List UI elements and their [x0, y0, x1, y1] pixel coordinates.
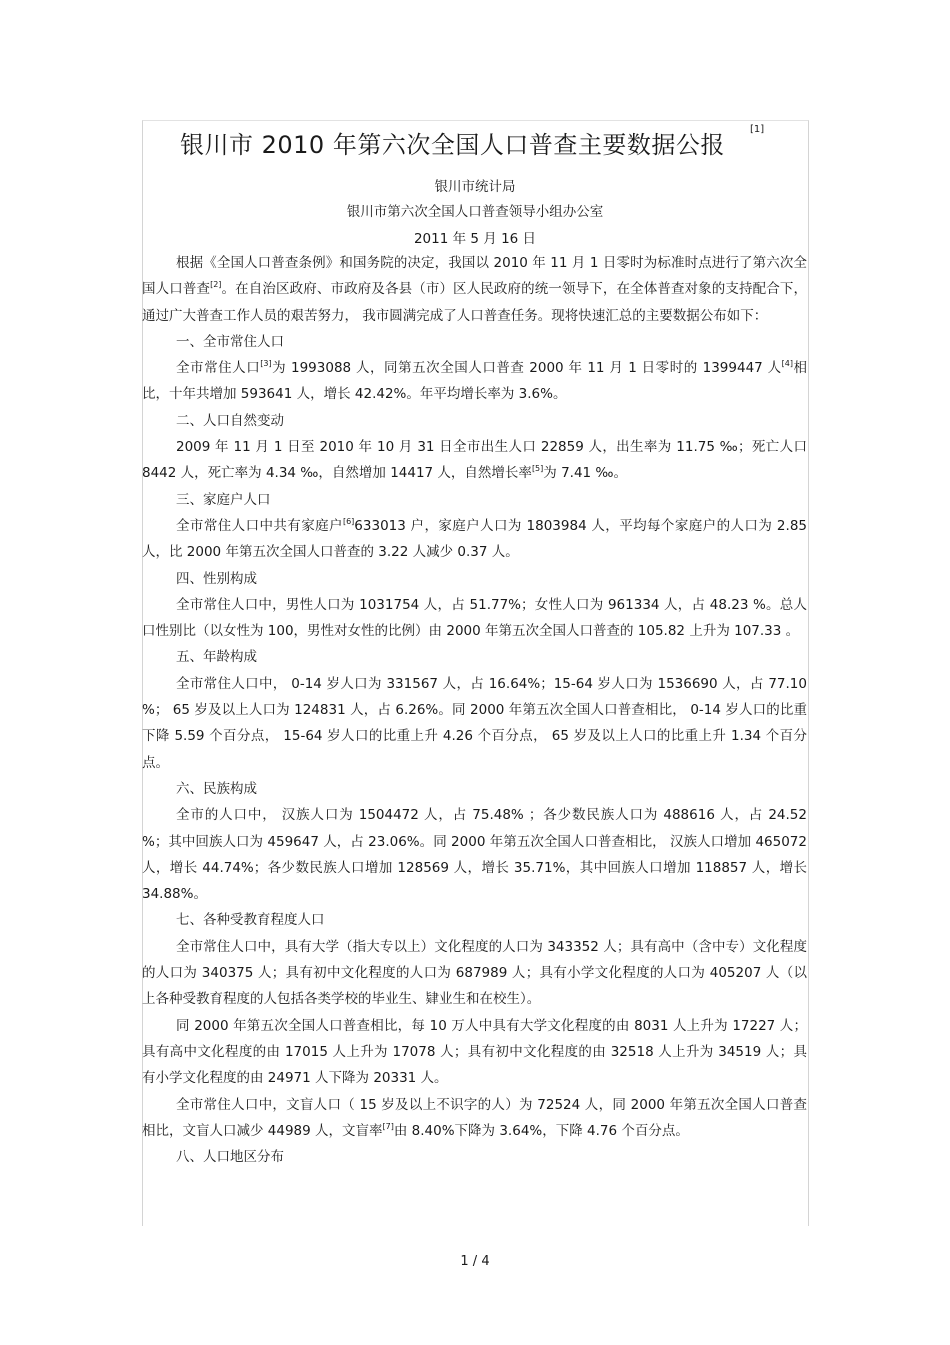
paragraph: 全市常住人口中，男性人口为 1031754 人，占 51.77%；女性人口为 961334 人，占 48.23 %。总人口性别比（以女性为 100，男性对女性的比例）由 2000 年第五次全国人口普查的 105.82 上升为 107.33 。 — [142, 596, 807, 640]
issuer-census-office: 银川市第六次全国人口普查领导小组办公室 — [346, 204, 604, 220]
section-heading: 六、民族构成 — [176, 780, 257, 797]
section-heading: 八、人口地区分布 — [176, 1149, 284, 1166]
section-heading: 三、家庭户人口 — [176, 491, 271, 508]
section-heading: 四、性别构成 — [176, 570, 257, 587]
page-number: 1 / 4 — [460, 1254, 490, 1269]
page-title: 银川市 2010 年第六次全国人口普查主要数据公报 — [180, 131, 725, 159]
footnote-marker: [7] — [382, 1121, 394, 1131]
paragraph: 全市常住人口中，文盲人口（ 15 岁及以上不识字的人）为 72524 人，同 2000 年第五次全国人口普查相比，文盲人口减少 44989 人，文盲率[7]由 8.40%下降为 3.64%，下降 4.76 个百分点。 — [142, 1096, 807, 1139]
footnote-marker: [1] — [750, 124, 765, 135]
publish-date: 2011 年 5 月 16 日 — [413, 231, 537, 247]
paragraph: 2009 年 11 月 1 日至 2010 年 10 月 31 日全市出生人口 22859 人，出生率为 11.75 ‰；死亡人口 8442 人，死亡率为 4.34 ‰，自然增加 14417 人，自然增长率[5]为 7.41 ‰。 — [142, 439, 807, 482]
paragraph: 全市常住人口中，具有大学（指大专以上）文化程度的人口为 343352 人；具有高中（含中专）文化程度的人口为 340375 人；具有初中文化程度的人口为 687989 人；具有小学文化程度的人口为 405207 人（以上各种受教育程度的人包括各类学校的毕业生、肄业生和在校生）。 — [142, 938, 807, 1008]
paragraph: 全市常住人口中共有家庭户[6]633013 户，家庭户人口为 1803984 人，平均每个家庭户的人口为 2.85 人，比 2000 年第五次全国人口普查的 3.22 人减少 0.37 人。 — [142, 516, 807, 561]
paragraph: 全市的人口中， 汉族人口为 1504472 人，占 75.48% ；各少数民族人口为 488616 人，占 24.52 %；其中回族人口为 459647 人，占 23.06%。同 2000 年第五次全国人口普查相比， 汉族人口增加 465072 人，增长 44.74%；各少数民族人口增加 128569 人，增长 35.71%，其中回族人口增加 118857 人，增长 34.88%。 — [142, 807, 807, 903]
footnote-marker: [2] — [210, 280, 222, 290]
document-body — [142, 250, 807, 1170]
section-heading: 五、年龄构成 — [176, 649, 257, 666]
section-heading: 一、全市常住人口 — [176, 333, 284, 350]
paragraph: 同 2000 年第五次全国人口普查相比，每 10 万人中具有大学文化程度的由 8031 人上升为 17227 人；具有高中文化程度的由 17015 人上升为 17078 人；具有初中文化程度的由 32518 人上升为 34519 人；具有小学文化程度的由 24971 人下降为 20331 人。 — [142, 1017, 807, 1087]
footnote-marker: [3] — [260, 359, 272, 369]
intro-paragraph: 根据《全国人口普查条例》和国务院的决定，我国以 2010 年 11 月 1 日零时为标准时点进行了第六次全国人口普查[2]。在自治区政府、市政府及各县（市）区人民政府的统一领导下，在全体普查对象的支持配合下， 通过广大普查工作人员的艰苦努力， 我市圆满完成了人口普查任务。现将快速汇总的主要数据公布如下： — [142, 255, 808, 324]
footnote-marker: [5] — [531, 464, 544, 474]
paragraph: 全市常住人口中， 0-14 岁人口为 331567 人，占 16.64%；15-64 岁人口为 1536690 人，占 77.10 %； 65 岁及以上人口为 124831 人，占 6.26%。同 2000 年第五次全国人口普查相比， 0-14 岁人口的比重下降 5.59 个百分点， 15-64 岁人口的比重上升 4.26 个百分点， 65 岁及以上人口的比重上升 1.34 个百分点。 — [142, 675, 807, 771]
footnote-marker: [4] — [781, 359, 793, 369]
paragraph: 全市常住人口[3]为 1993088 人，同第五次全国人口普查 2000 年 11 月 1 日零时的 1399447 人[4]相比，十年共增加 593641 人，增长 42.42%。年平均增长率为 3.6%。 — [142, 359, 808, 403]
section-heading: 七、各种受教育程度人口 — [176, 912, 325, 929]
section-heading: 二、人口自然变动 — [176, 412, 284, 429]
footnote-marker: [6] — [342, 516, 355, 526]
issuer-statistics-bureau: 银川市统计局 — [434, 179, 516, 195]
